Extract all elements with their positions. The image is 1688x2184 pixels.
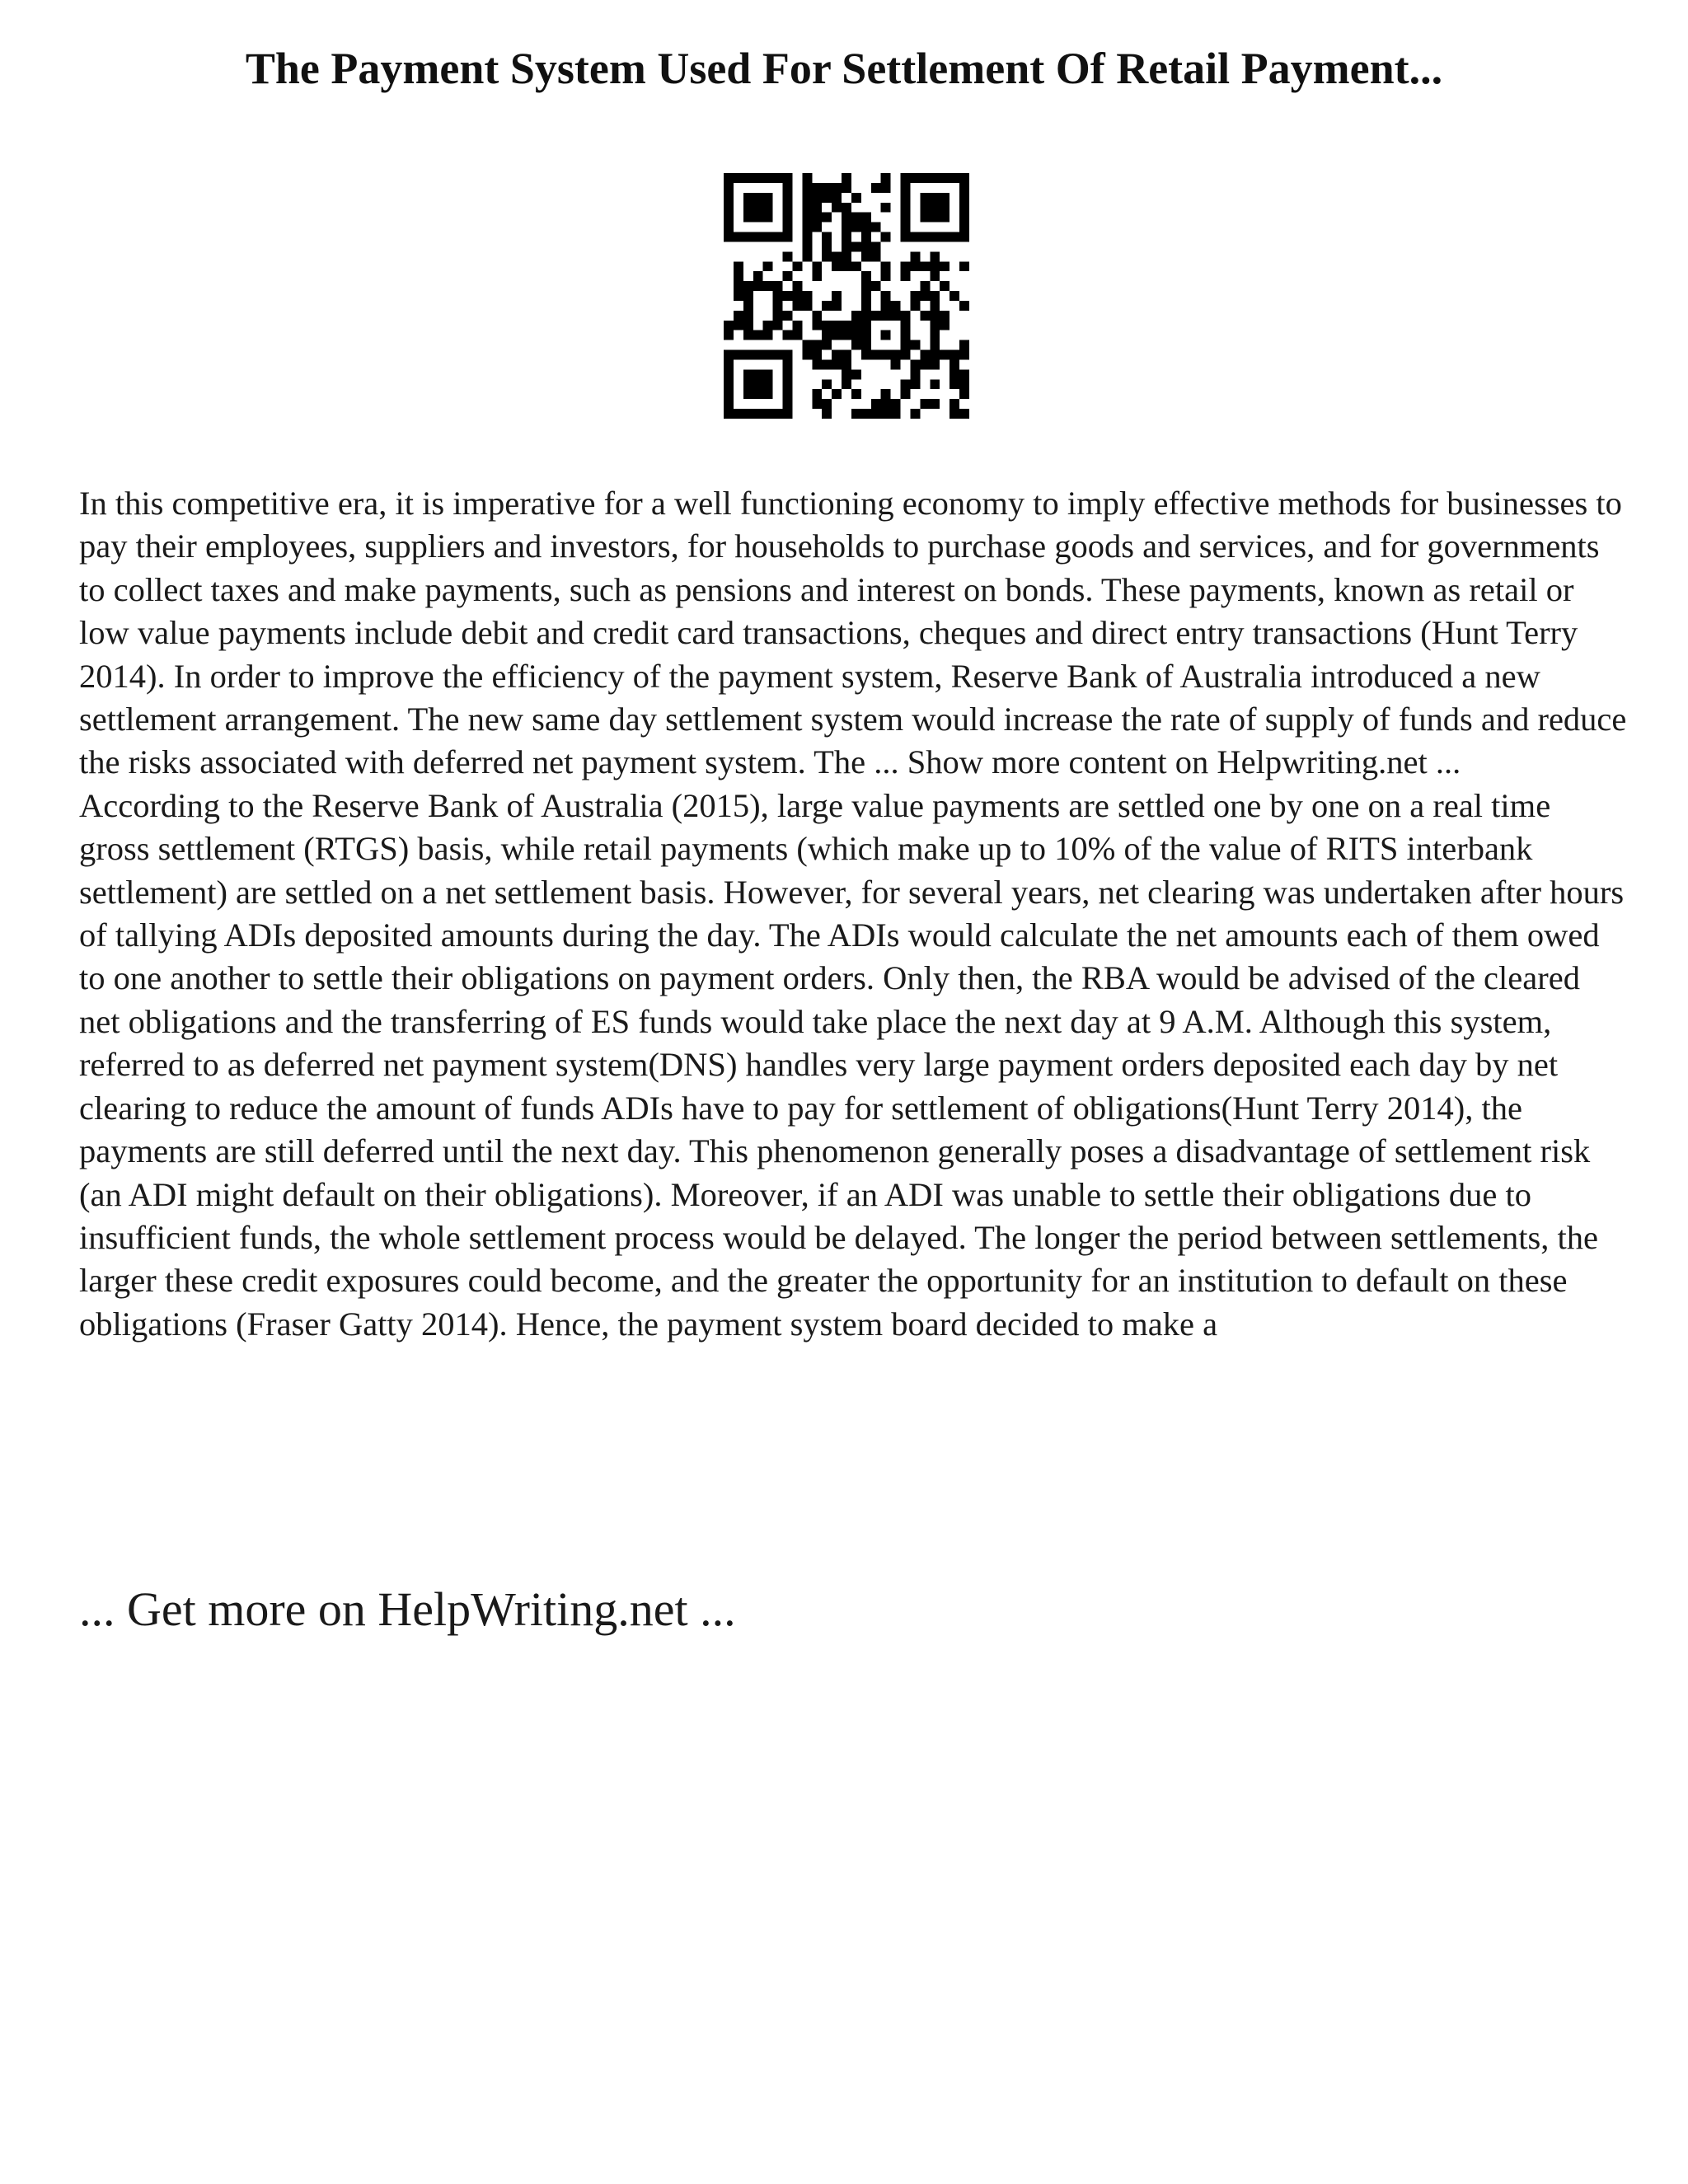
article-body [79,482,1629,1346]
page-title: The Payment System Used For Settlement Of Retail Payment... [245,44,1443,93]
get-more-link[interactable]: ... Get more on HelpWriting.net ... [79,1582,736,1636]
paragraph-settlement: According to the Reserve Bank of Australia (2015), large value payments are settled one by one on a real time gross settlement (RTGS) basis, while retail payments (which make up to 10% of the value of RITS interbank settlement) are settled on a net settlement basis. However, for several years, net clearing was undertaken after hours of tallying ADIs deposited amounts during the day. The ADIs would calculate the net amounts each of them owed to one another to settle their obligations on payment orders. Only then, the RBA would be advised of the cleared net obligations and the transferring of ES funds would take place the next day at 9 A.M. Although this system, referred to as deferred net payment system(DNS) handles very large payment orders deposited each day by net clearing to reduce the amount of funds ADIs have to pay for settlement of obligations(Hunt Terry 2014), the payments are still deferred until the next day. This phenomenon generally poses a disadvantage of settlement risk (an ADI might default on their obligations). Moreover, if an ADI was unable to settle their obligations due to insufficient funds, the whole settlement process would be delayed. The longer the period between settlements, the larger these credit exposures could become, and the greater the opportunity for an institution to default on these obligations (Fraser Gatty 2014). Hence, the payment system board decided to make a [79,786,1625,1343]
qr-code-icon [724,173,969,419]
paragraph-intro: In this competitive era, it is imperative for a well functioning economy to imply effective methods for businesses to pay their employees, suppliers and investors, for households to purchase goods and services, and for governments to collect taxes and make payments, such as pensions and interest on bonds. These payments, known as retail or low value payments include debit and credit card transactions, cheques and direct entry transactions (Hunt Terry 2014). In order to improve the efficiency of the payment system, Reserve Bank of Australia introduced a new settlement arrangement. The new same day settlement system would increase the rate of supply of funds and reduce the risks associated with deferred net payment system. The ... Show more content on Helpwriting.net ... [79,485,1627,781]
